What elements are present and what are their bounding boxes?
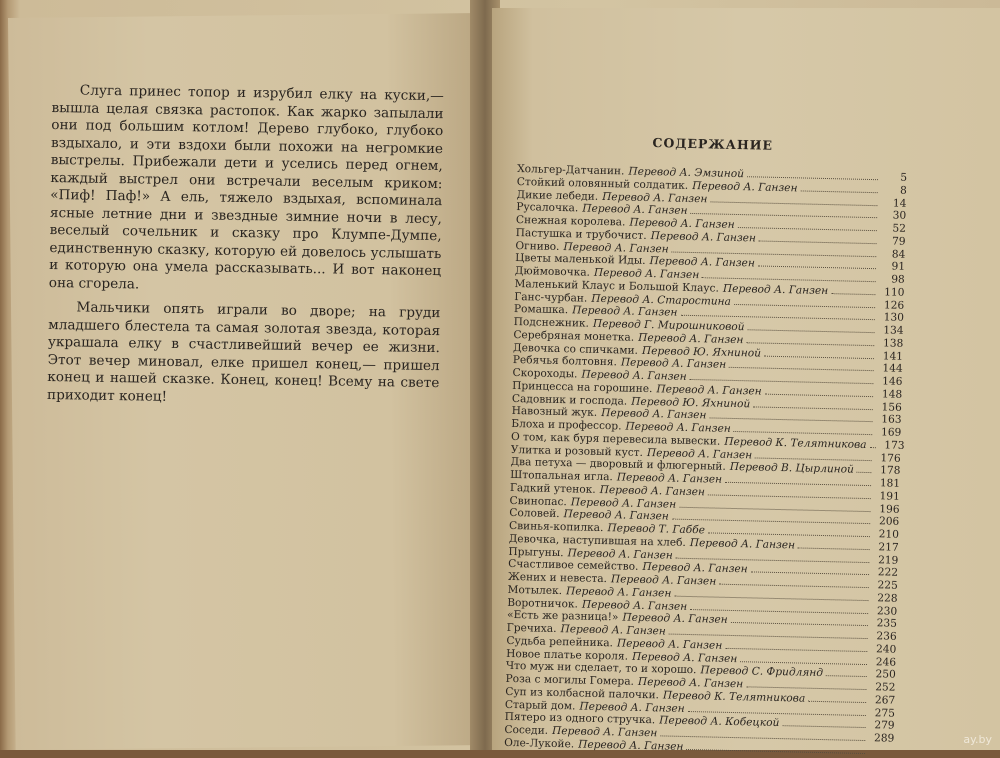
entry-page-number: 178 [880,464,901,478]
dot-leader [740,653,867,665]
dot-leader [782,717,865,728]
entry-translator: Перевод А. Ганзен [637,675,744,691]
entry-translator: Перевод А. Ганзен [689,536,796,552]
dot-leader [758,258,876,270]
entry-title: Два петуха — дворовый и флюгерный. [510,456,726,474]
entry-page-number: 228 [877,592,898,605]
entry-translator: Перевод А. Ганзен [560,623,666,638]
entry-title: Хольгер-Датчанин. [517,162,625,178]
entry-page-number: 79 [891,235,906,248]
entry-page-number [868,754,894,755]
entry-page-number: 146 [882,375,903,388]
entry-page-number: 289 [873,732,895,745]
entry-translator: Перевод А. Ганзен [631,650,738,665]
entry-page-number: 14 [892,197,907,210]
entry-page-number: 222 [877,566,899,579]
entry-page-number: 130 [883,311,905,325]
entry-translator: Перевод А. Ганзен [722,282,829,297]
entry-translator: Перевод А. Ганзен [572,304,678,319]
entry-page-number: 181 [879,477,901,490]
entry-title: Садовник и господа. [511,392,628,408]
dot-leader [808,692,866,702]
dot-leader [826,667,867,677]
entry-page-number: 163 [881,413,902,427]
dot-leader [738,219,877,231]
entry-page-number: 206 [878,515,900,528]
watermark: ay.by [963,733,992,746]
dot-leader [746,334,874,346]
entry-translator: Перевод Ю. Яхниной [641,344,762,360]
entry-title: Ромашка. [513,303,569,317]
entry-translator: Перевод А. Ганзен [599,483,706,499]
entry-page-number: 240 [875,643,897,656]
entry-title: Дюймовочка. [514,264,591,279]
entry-title: Судьба репейника. [506,634,614,650]
entry-translator: Перевод А. Эмзиной [628,165,745,181]
dot-leader [764,347,874,358]
entry-page-number: 252 [875,681,896,694]
entry-title: Роза с могилы Гомера. [505,672,635,688]
dot-leader [800,182,877,193]
entry-translator: Перевод А. Ганзен [629,216,735,231]
dot-leader [857,464,872,473]
dot-leader [747,321,874,333]
entry-translator: Перевод А. Ганзен [622,611,728,627]
dot-leader [725,474,871,486]
entry-title: Гречиха. [506,621,557,636]
dot-leader [729,359,874,371]
dot-leader [759,232,877,244]
entry-title: Прыгуны. [508,545,564,559]
entry-page-number: 219 [878,553,899,567]
entry-page-number: 30 [892,209,907,223]
story-text [47,82,444,417]
entry-translator: Перевод В. Цырлиной [729,461,855,476]
entry-title: Счастливое семейство. [508,558,639,574]
entry-page-number: 52 [892,222,907,235]
entry-page-number: 110 [884,286,905,299]
dot-leader [734,423,873,435]
entry-page-number: 246 [875,655,897,669]
entry-translator: Перевод А. Ганзен [578,738,684,753]
entry-title: Скороходы. [512,366,578,381]
contents-list [504,163,907,758]
entry-translator: Перевод А. Ганзен [610,573,717,588]
entry-title: Новое платье короля. [506,647,629,663]
entry-page-number: 91 [891,260,906,274]
dot-leader [755,449,872,461]
entry-page-number: 267 [874,693,896,707]
entry-title: Свинья-копилка. [508,519,604,535]
entry-page-number: 138 [882,337,904,350]
entry-translator: Перевод А. Ганзен [616,471,723,486]
dot-leader [747,168,878,180]
entry-translator: Перевод А. Ганзен [656,382,762,398]
entry-title: Навозный жук. [511,405,598,420]
entry-title: Серебряная монетка. [513,328,635,344]
entry-title: Подснежник. [513,315,590,330]
entry-page-number: 134 [883,324,904,337]
entry-translator: Перевод А. Ганзен [692,179,798,195]
entry-title: Маленький Клаус и Большой Клаус. [514,277,720,295]
entry-title: Суп из колбасной палочки. [505,685,660,702]
entry-page-number: 156 [881,400,902,414]
entry-page-number: 196 [879,502,900,516]
entry-translator: Перевод Г. Мирошниковой [592,317,745,334]
entry-translator: Перевод А. Старостина [591,292,732,308]
entry-page-number: 141 [882,349,904,363]
entry-translator: Перевод К. Телятникова [662,689,806,705]
entry-translator: Перевод Ю. Яхниной [631,395,751,410]
entry-page-number: 230 [876,604,898,618]
entry-title: Воротничок. [507,596,579,610]
entry-title: Соседи. [504,723,549,737]
entry-translator: Перевод А. Ганзен [602,190,708,205]
story-paragraph: Слуга принес топор и изрубил елку на куски,— вышла целая связка растопок. Как жарко запылали они под большим котлом! Дерево глубоко, глубоко вздыхало, и эти вздохи были похожи на негромкие выстрелы. Прибежали дети и уселись перед огнем, каждый выстрел они встречали веселым криком: «Пиф! Паф!» А ель, тяжело вздыхая, вспоминала ясные летние дни и звездные зимние ночи в лесу, веселый сочельник и сказку про Клумпе-Думпе, единственную сказку, которую ей довелось услышать и которую она умела рассказывать... И вот наконец она сгорела. [48,82,444,292]
dot-leader [731,614,868,626]
entry-page-number: 250 [875,668,896,681]
entry-page-number: 173 [884,439,905,452]
entry-page-number: 84 [891,248,906,261]
entry-title: Стойкий оловянный солдатик. [516,175,689,192]
entry-translator: Перевод А. Ганзен [563,240,669,255]
entry-page-number: 225 [877,579,898,592]
entry-title: Русалочка. [516,201,579,215]
entry-title: Штопальная игла. [510,468,613,484]
entry-translator: Перевод А. Ганзен [570,495,677,511]
entry-translator: Перевод А. Ганзен [620,356,727,372]
entry-title: Снежная королева. [515,213,626,229]
entry-page-number: 191 [879,490,900,503]
entry-translator: Перевод А. Ганзен [616,637,723,652]
entry-page-number: 169 [880,426,902,439]
entry-translator: Перевод А. Ганзен [642,561,748,576]
dot-leader [725,640,867,652]
entry-title: Ганс-чурбан. [514,290,588,305]
entry-translator: Перевод А. Ганзен [593,266,700,282]
entry-page-number: 236 [876,630,897,643]
entry-page-number: 148 [881,388,903,401]
entry-title: Дикие лебеди. [516,188,599,203]
entry-title: О том, как буря перевесила вывески. [510,430,721,448]
entry-translator: Перевод А. Ганзен [581,598,688,613]
entry-title: Пятеро из одного стручка. [504,711,656,727]
dot-leader [734,295,875,307]
entry-title: Оле-Лукойе. [504,736,575,751]
entry-translator: Перевод А. Ганзен [649,255,756,270]
dot-leader [798,539,870,550]
dot-leader [753,398,873,410]
entry-translator: Перевод А. Ганзен [563,508,669,523]
table-of-contents [504,132,908,758]
dot-leader [831,285,876,295]
entry-title: Огниво. [515,239,560,253]
entry-page-number: 8 [899,184,907,197]
entry-title: Девочка, наступившая на хлеб. [508,532,686,549]
entry-translator: Перевод А. Ганзен [582,202,688,218]
contents-heading: СОДЕРЖАНИЕ [652,135,774,153]
entry-title: Пастушка и трубочист. [515,226,647,242]
entry-page-number: 275 [874,706,896,720]
entry-translator: Перевод А. Ганзен [650,229,757,245]
entry-title: Принцесса на горошине. [512,379,653,395]
entry-title: Блоха и профессор. [511,417,622,433]
entry-translator: Перевод А. Кобецкой [659,714,780,730]
entry-title: Ребячья болтовня. [512,354,618,369]
entry-page-number: 210 [878,528,900,541]
story-paragraph: Мальчики опять играли во дворе; на груди младшего блестела та самая золотая звезда, которая украшала елку в счастливейший вечер ее жизни. Этот вечер миновал, елке пришел конец,— пришел конец и нашей сказке. Конец, конец! Всему на свете приходит конец! [46,299,441,405]
entry-page-number: 279 [874,719,895,732]
dot-leader [869,439,875,448]
entry-title: «Есть же разница!» [506,609,619,624]
dot-leader [765,385,874,396]
entry-translator: Перевод А. Ганзен [567,546,673,562]
entry-page-number: 176 [880,451,901,465]
entry-translator: Перевод А. Ганзен [581,368,687,383]
entry-translator: Перевод Т. Габбе [607,522,706,537]
entry-title: Свинопас. [509,494,568,508]
entry-translator: Перевод А. Ганзен [646,446,753,461]
entry-translator: Перевод С. Фридлянд [700,664,824,680]
entry-page-number: 217 [878,541,899,554]
entry-title: Гадкий утенок. [509,481,596,496]
dot-leader [746,678,866,690]
entry-translator: Перевод А. Ганзен [565,584,672,600]
entry-page-number: 98 [891,273,905,286]
entry-title: Жених и невеста. [507,570,608,586]
entry-translator: Перевод А. Ганзен [579,700,685,715]
entry-page-number: 144 [882,362,903,376]
entry-title: Улитка и розовый куст. [510,443,644,459]
entry-translator: Перевод А. Ганзен [638,331,744,346]
entry-title: Что муж ни сделает, то и хорошо. [505,660,697,677]
entry-page-number: 5 [900,171,908,184]
entry-title: Цветы маленькой Иды. [514,252,646,268]
entry-title: Соловей. [509,507,560,521]
entry-translator: Перевод К. Телятникова [724,435,867,451]
entry-translator: Перевод А. Ганзен [625,420,731,435]
entry-title: Старый дом. [504,698,576,712]
entry-translator: Перевод А. Ганзен [601,407,707,422]
entry-title: Девочка со спичками. [512,341,639,357]
dot-leader [751,564,870,576]
entry-page-number: 235 [876,617,898,630]
entry-title: Мотылек. [507,583,563,597]
entry-translator: Перевод А. Ганзен [551,724,658,740]
entry-page-number: 126 [883,298,905,312]
